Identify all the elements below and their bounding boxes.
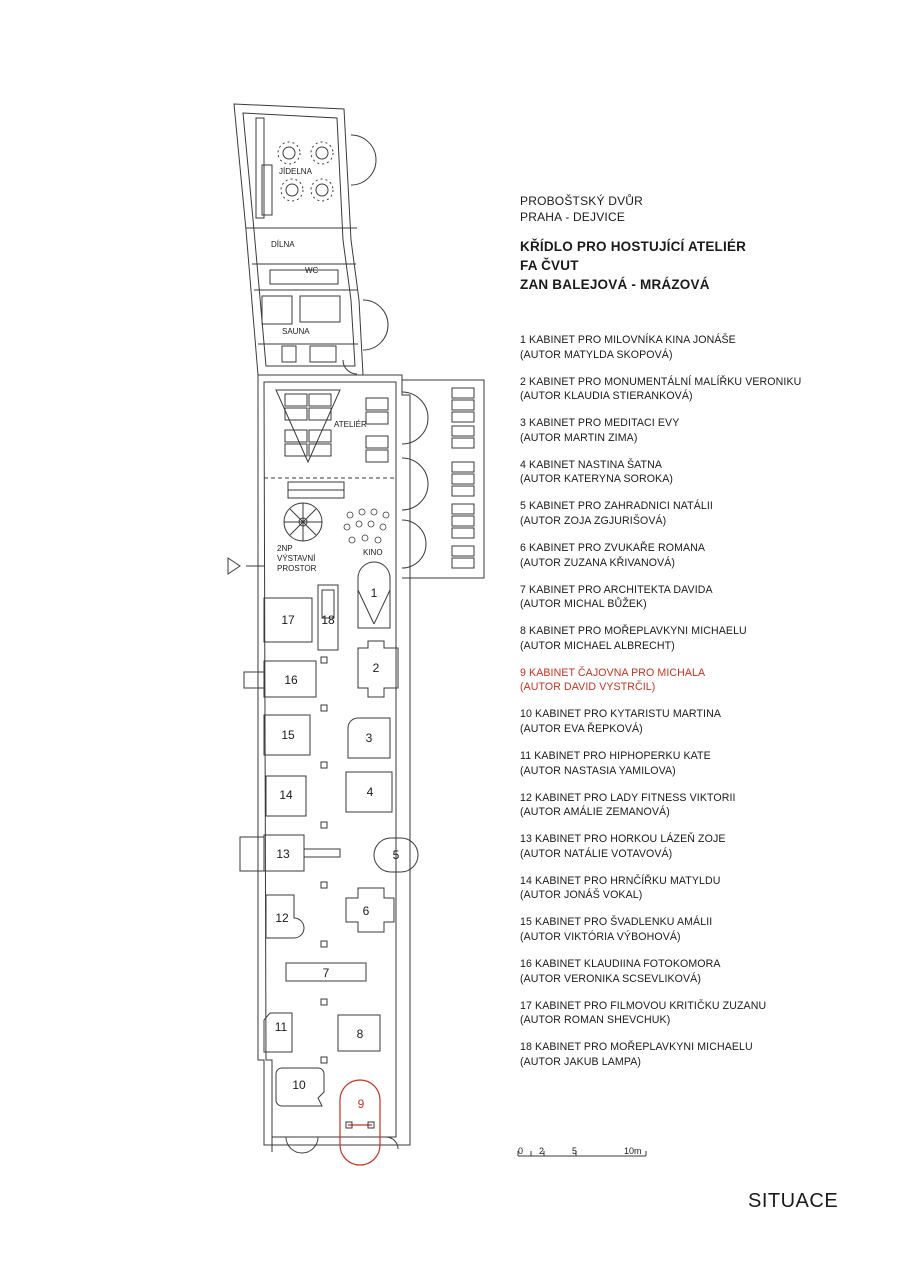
legend-item-title: 17 KABINET PRO FILMOVOU KRITIČKU ZUZANU xyxy=(520,999,767,1012)
legend-item xyxy=(520,499,900,541)
legend-item-author: (AUTOR KATERYNA SOROKA) xyxy=(520,473,673,486)
cabinet-number-6: 6 xyxy=(362,904,370,918)
header-location-2: PRAHA - DEJVICE xyxy=(520,210,626,224)
legend-item-title: 14 KABINET PRO HRNČÍŘKU MATYLDU xyxy=(520,874,721,887)
legend-item xyxy=(520,957,900,999)
legend-item-author: (AUTOR MICHAEL ALBRECHT) xyxy=(520,639,675,652)
legend-item-author: (AUTOR NASTASIA YAMILOVA) xyxy=(520,764,676,777)
legend-item-title: 4 KABINET NASTINA ŠATNA xyxy=(520,458,663,471)
legend-item xyxy=(520,915,900,957)
legend-item xyxy=(520,749,900,791)
legend-item xyxy=(520,375,900,417)
legend-item-author: (AUTOR JAKUB LAMPA) xyxy=(520,1055,642,1068)
legend-item-title: 1 KABINET PRO MILOVNÍKA KINA JONÁŠE xyxy=(520,334,736,346)
legend-item xyxy=(520,458,900,500)
cabinet-number-7: 7 xyxy=(322,966,330,980)
legend-item xyxy=(520,999,900,1041)
legend-item-author: (AUTOR ROMAN SHEVCHUK) xyxy=(520,1014,671,1027)
legend-item-title: 8 KABINET PRO MOŘEPLAVKYNI MICHAELU xyxy=(520,625,747,638)
cabinet-number-10: 10 xyxy=(292,1078,306,1092)
header-location-1: PROBOŠTSKÝ DVŮR xyxy=(520,194,644,208)
legend-item-author: (AUTOR VERONIKA SCSEVLIKOVÁ) xyxy=(520,972,701,985)
cabinet-legend xyxy=(520,333,900,1082)
legend-item-author: (AUTOR AMÁLIE ZEMANOVÁ) xyxy=(520,806,670,819)
legend-item-title: 13 KABINET PRO HORKOU LÁZEŇ ZOJE xyxy=(520,833,726,846)
cabinet-number-12: 12 xyxy=(275,911,289,925)
room-label-dilna: DÍLNA xyxy=(271,240,295,249)
room-label-wc: WC xyxy=(305,266,319,275)
room-label-atelier: ATELIÉR xyxy=(334,420,367,429)
cabinet-number-3: 3 xyxy=(365,731,373,745)
cabinet-number-11: 11 xyxy=(274,1020,288,1034)
cabinet-number-8: 8 xyxy=(356,1027,364,1041)
legend-item xyxy=(520,666,900,708)
sheet-title: SITUACE xyxy=(748,1190,839,1212)
legend-item xyxy=(520,707,900,749)
room-label-vystavni: VÝSTAVNÍ xyxy=(277,554,316,563)
cabinet-number-16: 16 xyxy=(284,673,298,687)
legend-item-title: 12 KABINET PRO LADY FITNESS VIKTORII xyxy=(520,791,736,804)
entrance-arrow xyxy=(228,558,240,574)
legend-item-author: (AUTOR ZOJA ZGJURIŠOVÁ) xyxy=(520,514,667,527)
legend-item-author: (AUTOR VIKTÓRIA VÝBOHOVÁ) xyxy=(520,930,681,943)
legend-item xyxy=(520,416,900,458)
legend-item-title: 2 KABINET PRO MONUMENTÁLNÍ MALÍŘKU VERONIKU xyxy=(520,375,802,388)
room-label-kino: KINO xyxy=(363,548,383,557)
header-title-2: FA ČVUT xyxy=(520,258,579,273)
legend-item-author: (AUTOR EVA ŘEPKOVÁ) xyxy=(520,722,643,735)
legend-item xyxy=(520,583,900,625)
legend-item-author: (AUTOR JONÁŠ VOKAL) xyxy=(520,889,643,902)
legend-item-author: (AUTOR MATYLDA SKOPOVÁ) xyxy=(520,348,673,361)
cabinet-number-5: 5 xyxy=(392,848,400,862)
legend-item xyxy=(520,1040,900,1082)
legend-item-title: 16 KABINET KLAUDIINA FOTOKOMORA xyxy=(520,957,721,970)
legend-item-title: 7 KABINET PRO ARCHITEKTA DAVIDA xyxy=(520,583,713,596)
cabinet-number-14: 14 xyxy=(279,788,293,802)
legend-item-author: (AUTOR MARTIN ZIMA) xyxy=(520,431,638,444)
cabinet-number-9: 9 xyxy=(357,1097,365,1111)
header-title-1: KŘÍDLO PRO HOSTUJÍCÍ ATELIÉR xyxy=(520,239,747,254)
scale-label-10m: 10m xyxy=(624,1146,642,1156)
room-label-2np: 2NP xyxy=(277,544,293,553)
legend-item xyxy=(520,791,900,833)
cabinet-number-13: 13 xyxy=(276,847,290,861)
room-label-prostor: PROSTOR xyxy=(277,564,317,573)
legend-item-title: 18 KABINET PRO MOŘEPLAVKYNI MICHAELU xyxy=(520,1041,753,1054)
legend-item xyxy=(520,333,900,375)
cabinet-number-15: 15 xyxy=(281,728,295,742)
legend-item-author: (AUTOR ZUZANA KŘIVANOVÁ) xyxy=(520,556,676,569)
scale-label-2: 2 xyxy=(539,1146,545,1156)
cabinet-number-1: 1 xyxy=(370,586,378,600)
cabinet-number-17: 17 xyxy=(281,613,295,627)
legend-item xyxy=(520,624,900,666)
legend-item-author: (AUTOR MICHAL BŮŽEK) xyxy=(520,598,647,611)
scale-label-5: 5 xyxy=(572,1146,578,1156)
legend-item-title: 6 KABINET PRO ZVUKAŘE ROMANA xyxy=(520,541,706,554)
scale-label-0: 0 xyxy=(518,1146,524,1156)
legend-item-author: (AUTOR NATÁLIE VOTAVOVÁ) xyxy=(520,847,673,860)
legend-item-title: 15 KABINET PRO ŠVADLENKU AMÁLII xyxy=(520,916,713,929)
cabinet-6 xyxy=(346,888,394,932)
cabinet-number-2: 2 xyxy=(372,661,380,675)
legend-item xyxy=(520,874,900,916)
legend-item xyxy=(520,541,900,583)
legend-item-title: 3 KABINET PRO MEDITACI EVY xyxy=(520,417,680,430)
legend-item-title: 11 KABINET PRO HIPHOPERKU KATE xyxy=(520,749,711,762)
header-title-3: ZAN BALEJOVÁ - MRÁZOVÁ xyxy=(520,277,710,292)
room-label-sauna: SAUNA xyxy=(282,327,310,336)
legend-item-author: (AUTOR KLAUDIA STIERANKOVÁ) xyxy=(520,390,693,403)
legend-item-author: (AUTOR DAVID VYSTRČIL) xyxy=(520,681,656,694)
cabinet-number-18: 18 xyxy=(321,613,335,627)
legend-item-title: 5 KABINET PRO ZAHRADNICI NATÁLII xyxy=(520,500,713,513)
cabinet-number-4: 4 xyxy=(366,785,374,799)
legend-item xyxy=(520,832,900,874)
legend-item-title: 10 KABINET PRO KYTARISTU MARTINA xyxy=(520,708,721,721)
room-label-jidelna: JÍDELNA xyxy=(279,167,312,176)
legend-item-title: 9 KABINET ČAJOVNA PRO MICHALA xyxy=(520,666,706,679)
